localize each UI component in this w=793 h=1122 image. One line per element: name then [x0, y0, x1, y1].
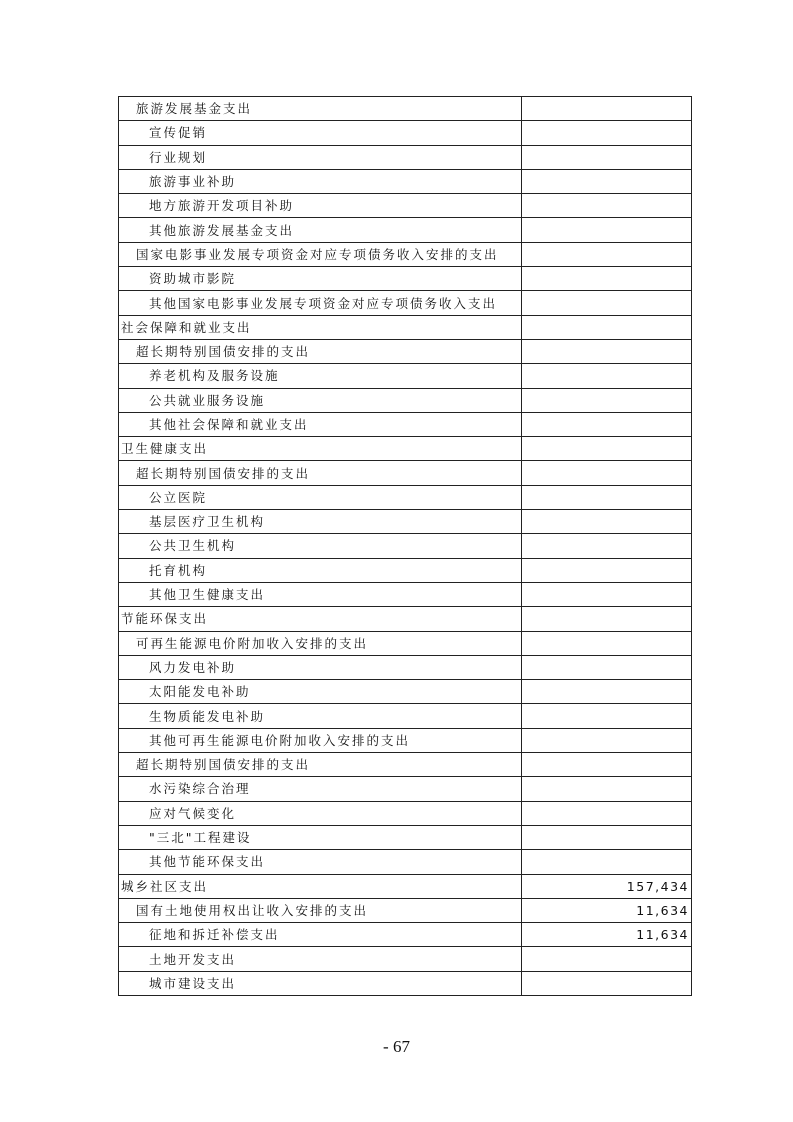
item-label: 其他节能环保支出: [119, 850, 522, 874]
item-amount: [522, 728, 692, 752]
table-row: [119, 218, 692, 242]
table-row: [119, 461, 692, 485]
item-amount: [522, 461, 692, 485]
item-amount: [522, 218, 692, 242]
item-label: 风力发电补助: [119, 655, 522, 679]
table-row: [119, 874, 692, 898]
table-row: [119, 680, 692, 704]
item-label: 卫生健康支出: [119, 437, 522, 461]
item-label: 节能环保支出: [119, 607, 522, 631]
item-amount: [522, 558, 692, 582]
table-row: [119, 825, 692, 849]
table-row: [119, 801, 692, 825]
item-amount: [522, 97, 692, 121]
item-amount: [522, 412, 692, 436]
item-label: 资助城市影院: [119, 267, 522, 291]
table-row: [119, 169, 692, 193]
table-row: [119, 388, 692, 412]
item-label: 超长期特别国债安排的支出: [119, 753, 522, 777]
budget-table: [118, 96, 692, 996]
item-label: 基层医疗卫生机构: [119, 510, 522, 534]
item-amount: [522, 801, 692, 825]
table-row: [119, 315, 692, 339]
item-amount: [522, 388, 692, 412]
table-row: [119, 777, 692, 801]
item-label: 养老机构及服务设施: [119, 364, 522, 388]
item-label: 征地和拆迁补偿支出: [119, 923, 522, 947]
item-label: 水污染综合治理: [119, 777, 522, 801]
item-label: 超长期特别国债安排的支出: [119, 461, 522, 485]
item-amount: [522, 534, 692, 558]
table-row: [119, 291, 692, 315]
table-row: [119, 728, 692, 752]
table-body: [119, 97, 692, 996]
item-label: 社会保障和就业支出: [119, 315, 522, 339]
item-label: 城乡社区支出: [119, 874, 522, 898]
item-label: 其他国家电影事业发展专项资金对应专项债务收入支出: [119, 291, 522, 315]
item-amount: [522, 607, 692, 631]
item-amount: [522, 510, 692, 534]
item-amount: [522, 194, 692, 218]
item-amount: [522, 437, 692, 461]
item-amount: [522, 631, 692, 655]
item-amount: [522, 850, 692, 874]
table-row: [119, 97, 692, 121]
page-number: - 67: [383, 1037, 410, 1056]
table-row: [119, 267, 692, 291]
table-row: [119, 558, 692, 582]
table-row: [119, 655, 692, 679]
item-amount: 11,634: [522, 923, 692, 947]
item-label: 宣传促销: [119, 121, 522, 145]
table-row: [119, 971, 692, 995]
table-row: [119, 582, 692, 606]
table-row: [119, 631, 692, 655]
table-row: [119, 510, 692, 534]
item-label: 行业规划: [119, 145, 522, 169]
item-label: 国家电影事业发展专项资金对应专项债务收入安排的支出: [119, 242, 522, 266]
item-amount: [522, 680, 692, 704]
table-row: [119, 339, 692, 363]
item-label: 可再生能源电价附加收入安排的支出: [119, 631, 522, 655]
table-row: [119, 947, 692, 971]
item-amount: 11,634: [522, 898, 692, 922]
item-label: 应对气候变化: [119, 801, 522, 825]
table-row: [119, 898, 692, 922]
item-amount: [522, 777, 692, 801]
item-label: "三北"工程建设: [119, 825, 522, 849]
table-row: [119, 753, 692, 777]
item-amount: [522, 121, 692, 145]
item-label: 其他社会保障和就业支出: [119, 412, 522, 436]
item-amount: [522, 753, 692, 777]
item-amount: [522, 242, 692, 266]
item-amount: [522, 315, 692, 339]
item-amount: 157,434: [522, 874, 692, 898]
item-amount: [522, 291, 692, 315]
table-row: [119, 534, 692, 558]
item-amount: [522, 339, 692, 363]
table-row: [119, 923, 692, 947]
item-amount: [522, 169, 692, 193]
item-amount: [522, 364, 692, 388]
table-row: [119, 704, 692, 728]
table-row: [119, 485, 692, 509]
table-row: [119, 121, 692, 145]
item-amount: [522, 825, 692, 849]
item-label: 公共就业服务设施: [119, 388, 522, 412]
item-amount: [522, 582, 692, 606]
item-label: 旅游事业补助: [119, 169, 522, 193]
item-amount: [522, 971, 692, 995]
item-label: 旅游发展基金支出: [119, 97, 522, 121]
item-amount: [522, 145, 692, 169]
item-label: 公立医院: [119, 485, 522, 509]
table-row: [119, 194, 692, 218]
item-amount: [522, 655, 692, 679]
item-label: 超长期特别国债安排的支出: [119, 339, 522, 363]
table-row: [119, 145, 692, 169]
item-label: 地方旅游开发项目补助: [119, 194, 522, 218]
item-label: 其他旅游发展基金支出: [119, 218, 522, 242]
table-row: [119, 242, 692, 266]
table-row: [119, 437, 692, 461]
item-label: 国有土地使用权出让收入安排的支出: [119, 898, 522, 922]
item-label: 城市建设支出: [119, 971, 522, 995]
item-label: 托育机构: [119, 558, 522, 582]
item-label: 公共卫生机构: [119, 534, 522, 558]
item-label: 太阳能发电补助: [119, 680, 522, 704]
item-amount: [522, 947, 692, 971]
item-label: 其他可再生能源电价附加收入安排的支出: [119, 728, 522, 752]
item-label: 生物质能发电补助: [119, 704, 522, 728]
item-amount: [522, 485, 692, 509]
item-label: 土地开发支出: [119, 947, 522, 971]
table-row: [119, 364, 692, 388]
item-amount: [522, 704, 692, 728]
item-label: 其他卫生健康支出: [119, 582, 522, 606]
table-row: [119, 850, 692, 874]
item-amount: [522, 267, 692, 291]
table-row: [119, 607, 692, 631]
table-row: [119, 412, 692, 436]
